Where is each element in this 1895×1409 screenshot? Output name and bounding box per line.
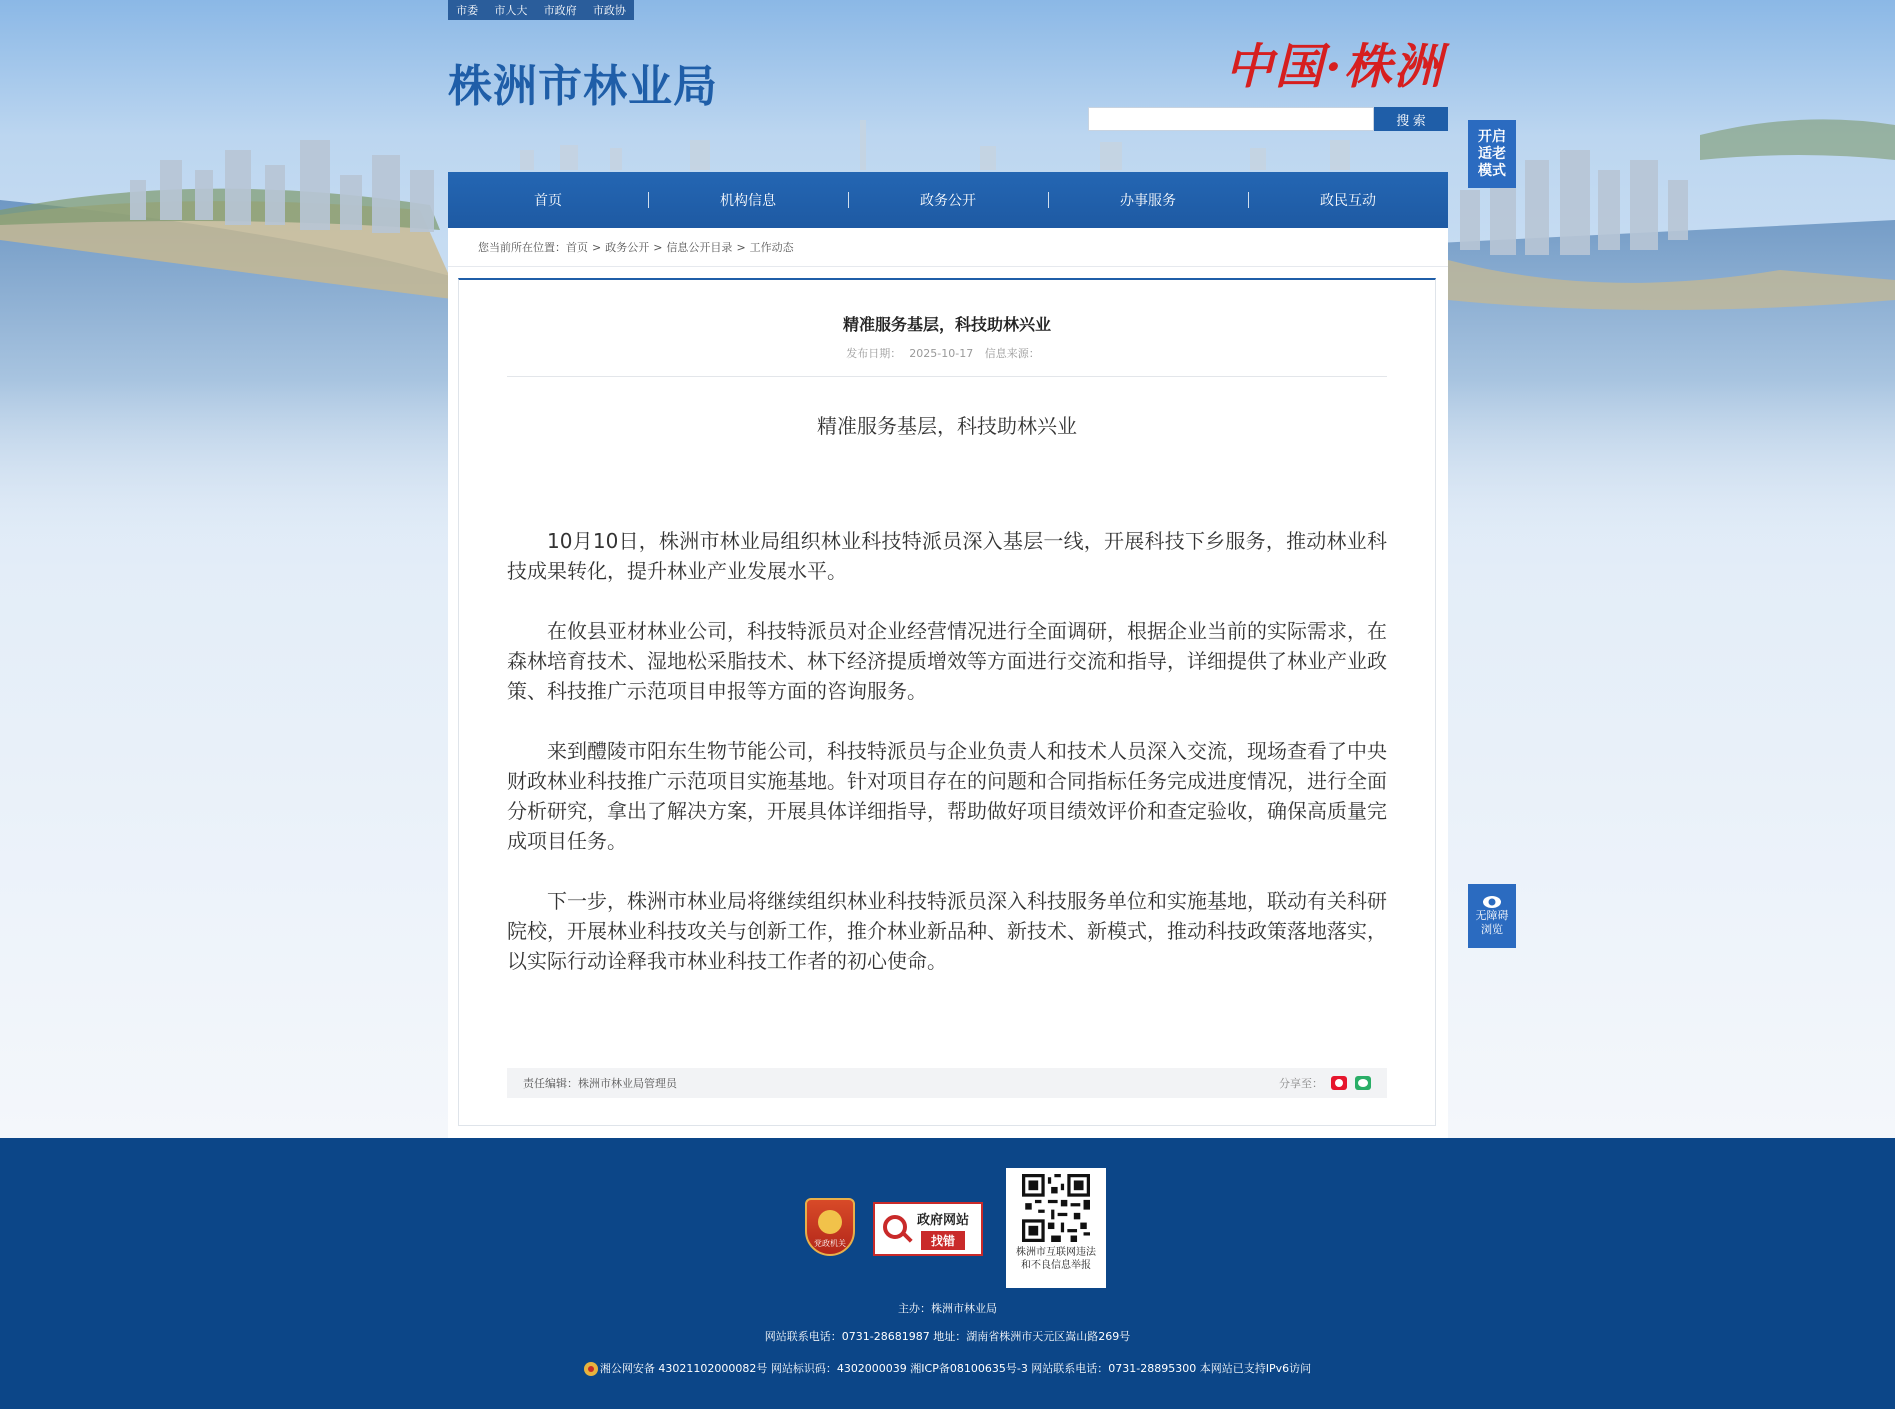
police-badge-icon: [584, 1362, 598, 1376]
elder-mode-line-1: 开启: [1478, 128, 1506, 145]
top-link-government[interactable]: 市政府: [543, 4, 577, 17]
footer-record-line: [0, 1360, 1895, 1376]
date-label: 发布日期：: [846, 347, 902, 360]
article-body: [507, 526, 1387, 1006]
top-link-party-committee[interactable]: 市委: [456, 4, 479, 17]
qr-caption-line-1: 株洲市互联网违法: [1016, 1247, 1096, 1258]
search-input[interactable]: [1088, 107, 1374, 131]
article-subtitle: 精准服务基层，科技助林兴业: [817, 414, 1077, 438]
magnifier-icon: [881, 1213, 913, 1245]
report-qr-badge[interactable]: [1006, 1168, 1106, 1288]
share-label: 分享至：: [1279, 1077, 1323, 1090]
article-footer: [507, 1068, 1387, 1098]
footer-host: 主办：株洲市林业局: [898, 1302, 997, 1315]
elder-mode-line-2: 适老: [1478, 145, 1506, 162]
breadcrumb-catalog[interactable]: 信息公开目录: [666, 241, 733, 254]
site-title[interactable]: 株洲市林业局: [448, 61, 718, 112]
breadcrumb-home[interactable]: 首页: [566, 241, 588, 254]
breadcrumb-separator: >: [653, 240, 663, 254]
top-links-bar: [448, 0, 634, 20]
source-label: 信息来源：: [984, 347, 1040, 360]
qr-code-icon: [1022, 1174, 1090, 1242]
publish-date: 2025-10-17: [909, 347, 974, 360]
wechat-icon[interactable]: [1355, 1076, 1371, 1090]
city-calligraphy-logo: 中国·株洲: [1225, 39, 1444, 95]
nav-government-affairs[interactable]: 政务公开: [848, 172, 1048, 228]
report-error-line-2: 找错: [921, 1231, 965, 1250]
party-badge-label: 党政机关: [814, 1239, 846, 1248]
article-paragraph: 下一步，株洲市林业局将继续组织林业科技特派员深入科技服务单位和实施基地，联动有关科研院校，开展林业科技攻关与创新工作，推介林业新品种、新技术、新模式，推动科技政策落地落实，以实际行动诠释我市林业科技工作者的初心使命。: [507, 889, 1387, 973]
share-bar: [1279, 1075, 1371, 1091]
weibo-icon[interactable]: [1331, 1076, 1347, 1090]
title-divider: [507, 376, 1387, 377]
site-footer: [0, 1138, 1895, 1409]
footer-contact: 网站联系电话：0731-28681987 地址：湖南省株洲市天元区嵩山路269号: [764, 1330, 1131, 1343]
qr-caption-line-2: 和不良信息举报: [1021, 1260, 1091, 1271]
accessibility-line-1: 无障碍: [1475, 909, 1509, 922]
report-error-line-1: 政府网站: [917, 1212, 970, 1228]
breadcrumb: [448, 228, 1448, 267]
nav-organization-info[interactable]: 机构信息: [648, 172, 848, 228]
report-error-badge[interactable]: [873, 1202, 983, 1256]
nav-interaction[interactable]: 政民互动: [1248, 172, 1448, 228]
party-gov-badge[interactable]: [805, 1198, 855, 1256]
article-paragraph: 10月10日，株洲市林业局组织林业科技特派员深入基层一线，开展科技下乡服务，推动林业科技成果转化，提升林业产业发展水平。: [507, 529, 1387, 583]
breadcrumb-separator: >: [592, 240, 602, 254]
article: [458, 278, 1436, 1126]
breadcrumb-separator: >: [736, 240, 746, 254]
content-panel: [448, 228, 1448, 1138]
footer-record[interactable]: 湘公网安备 43021102000082号 网站标识码：4302000039 湘ICP备08100635号-3 网站联系电话：0731-28895300 本网站已支持IPv6访问: [599, 1362, 1312, 1375]
article-paragraph: 在攸县亚材林业公司，科技特派员对企业经营情况进行全面调研，根据企业当前的实际需求，在森林培育技术、湿地松采脂技术、林下经济提质增效等方面进行交流和指导，详细提供了林业产业政策、科技推广示范项目申报等方面的咨询服务。: [507, 619, 1387, 703]
main-nav: [448, 172, 1448, 228]
search-button[interactable]: 搜 索: [1374, 107, 1448, 131]
elder-mode-line-3: 模式: [1478, 162, 1506, 179]
accessibility-button[interactable]: [1468, 884, 1516, 948]
article-title: 精准服务基层，科技助林兴业: [842, 315, 1051, 334]
breadcrumb-work-news[interactable]: 工作动态: [749, 241, 794, 254]
article-meta: [459, 345, 1435, 361]
breadcrumb-government-affairs[interactable]: 政务公开: [605, 241, 650, 254]
top-link-peoples-congress[interactable]: 市人大: [494, 4, 528, 17]
breadcrumb-prefix: 您当前所在位置：: [478, 241, 566, 254]
nav-services[interactable]: 办事服务: [1048, 172, 1248, 228]
elder-mode-button[interactable]: [1468, 120, 1516, 188]
party-emblem-icon: [818, 1210, 842, 1234]
nav-home[interactable]: 首页: [534, 193, 562, 209]
editor-credit: 责任编辑：株洲市林业局管理员: [523, 1077, 677, 1090]
eye-icon: [1482, 895, 1502, 909]
article-paragraph: 来到醴陵市阳东生物节能公司，科技特派员与企业负责人和技术人员深入交流，现场查看了中央财政林业科技推广示范项目实施基地。针对项目存在的问题和合同指标任务完成进度情况，进行全面分析研究，拿出了解决方案，开展具体详细指导，帮助做好项目绩效评价和查定验收，确保高质量完成项目任务。: [507, 739, 1387, 853]
accessibility-line-2: 浏览: [1481, 923, 1503, 936]
search-bar: [1088, 107, 1448, 131]
top-link-cppcc[interactable]: 市政协: [592, 4, 626, 17]
